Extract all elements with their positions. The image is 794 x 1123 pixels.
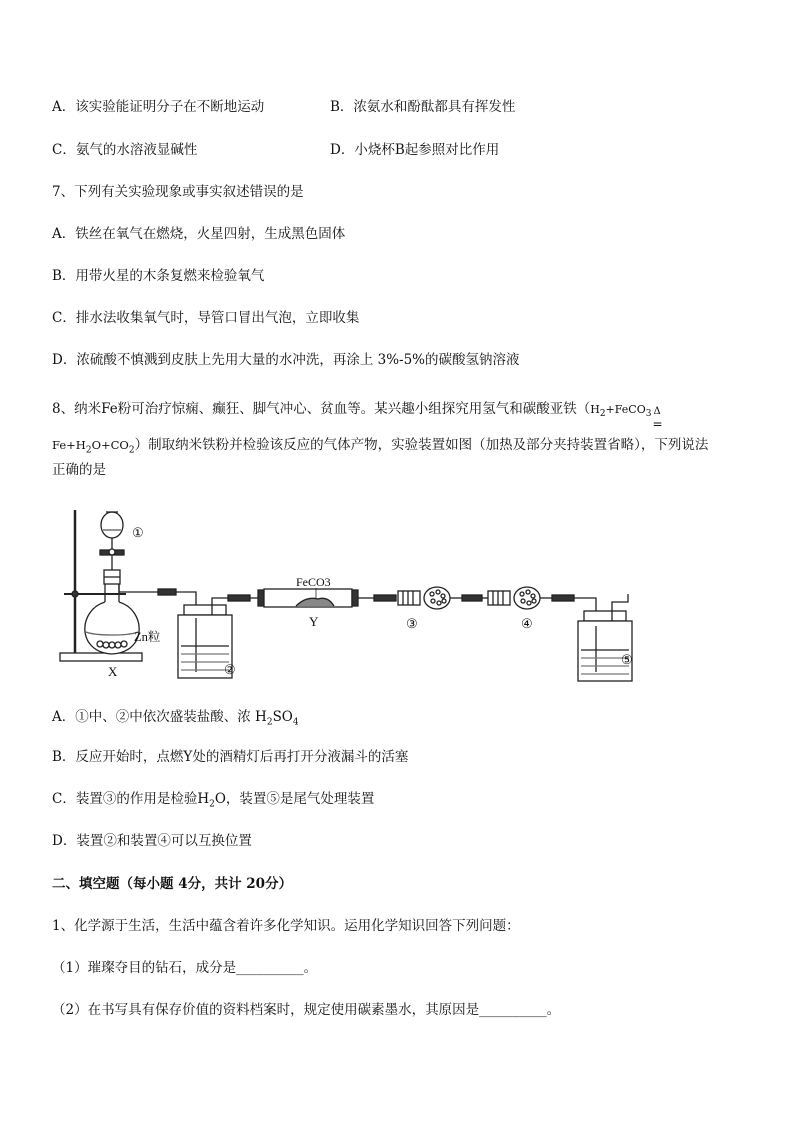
sub: 2 xyxy=(209,799,215,810)
q8-option-b: B．反应开始时，点燃Y处的酒精灯后再打开分液漏斗的活塞 xyxy=(52,749,409,765)
q8-stem-text: 8、纳米Fe粉可治疗惊痫、癫狂、脚气冲心、贫血等。某兴趣小组探究用氢气和碳酸亚铁（ xyxy=(52,401,591,417)
q8-stem-line3: 正确的是 xyxy=(52,462,106,478)
drying-tube-4 xyxy=(488,591,510,605)
q8-option-d: D．装置②和装置④可以互换位置 xyxy=(52,833,252,849)
label-2: ② xyxy=(224,662,236,677)
q8-option-a xyxy=(52,708,299,732)
eq-feco: +FeCO xyxy=(605,403,646,416)
label-x: X xyxy=(108,664,118,679)
label-3: ③ xyxy=(406,616,418,631)
label-feco3: FeCO3 xyxy=(296,575,331,589)
q8-option-c-tail: O，装置⑤是尾气处理装置 xyxy=(214,791,375,807)
q6-option-b: B．浓氨水和酚酞都具有挥发性 xyxy=(330,99,516,115)
s2-q1-part2: （2）在书写具有保存价值的资料档案时，规定使用碳素墨水，其原因是__________。 xyxy=(52,1002,561,1018)
apparatus-diagram xyxy=(56,502,636,684)
eq-oco: O+CO xyxy=(91,438,129,452)
label-1: ① xyxy=(132,525,144,540)
label-zn: Zn粒 xyxy=(134,630,161,644)
eq-h: H xyxy=(590,403,600,416)
q6-option-d: D．小烧杯B起参照对比作用 xyxy=(330,142,500,158)
sub: 2 xyxy=(266,717,273,728)
q8-stem-line2 xyxy=(52,436,708,459)
label-5: ⑤ xyxy=(621,652,633,667)
s2-q1-part1: （1）璀璨夺目的钻石，成分是__________。 xyxy=(52,960,318,976)
q7-option-c: C．排水法收集氧气时，导管口冒出气泡，立即收集 xyxy=(52,310,360,326)
q7-stem: 7、下列有关实验现象或事实叙述错误的是 xyxy=(52,184,304,200)
q8-option-a-text: A．①中、②中依次盛装盐酸、浓 H xyxy=(52,709,267,725)
q7-option-d: D．浓硫酸不慎溅到皮肤上先用大量的水冲洗，再涂上 3%-5%的碳酸氢钠溶液 xyxy=(52,352,520,368)
round-flask xyxy=(85,602,139,654)
so: SO xyxy=(272,709,293,725)
drying-tube-3 xyxy=(398,591,420,605)
section-2-title: 二、填空题（每小题 4分，共计 20分） xyxy=(52,876,293,892)
q8-option-c-text: C．装置③的作用是检验H xyxy=(52,791,210,807)
equation-lhs xyxy=(590,403,652,420)
q7-option-a: A．铁丝在氧气在燃烧，火星四射，生成黑色固体 xyxy=(52,226,346,242)
funnel-bulb xyxy=(101,512,123,538)
q8-option-c xyxy=(52,790,374,814)
eq-sub: 2 xyxy=(85,445,92,456)
eq-sub: 2 xyxy=(128,445,135,456)
stand-base xyxy=(60,653,142,661)
eq-sub: 2 xyxy=(599,409,606,420)
sub: 4 xyxy=(292,717,299,728)
equation-rhs xyxy=(52,438,135,456)
q8-stem-line1: 8、纳米Fe粉可治疗惊痫、癫狂、脚气冲心、贫血等。某兴趣小组探究用氢气和碳酸亚铁（$H_2+FeCO_3$ Δ = xyxy=(52,401,663,431)
q8-stem-rest: ）制取纳米铁粉并检验该反应的气体产物，实验装置如图（加热及部分夹持装置省略），下列说法 xyxy=(134,437,709,453)
label-4: ④ xyxy=(521,616,533,631)
q6-option-a: A．该实验能证明分子在不断地运动 xyxy=(52,99,265,115)
eq-sub: 3 xyxy=(645,409,652,420)
delta-sign: Δ xyxy=(653,406,661,417)
s2-q1-stem: 1、化学源于生活，生活中蕴含着许多化学知识。运用化学知识回答下列问题： xyxy=(52,918,520,934)
eq-fe: Fe+H xyxy=(52,438,86,452)
tube-1 xyxy=(119,584,158,592)
label-y: Y xyxy=(309,614,319,629)
bottle-5 xyxy=(578,621,632,681)
q7-option-b: B．用带火星的木条复燃来检验氧气 xyxy=(52,268,265,284)
q6-option-c: C．氨气的水溶液显碱性 xyxy=(52,142,198,158)
